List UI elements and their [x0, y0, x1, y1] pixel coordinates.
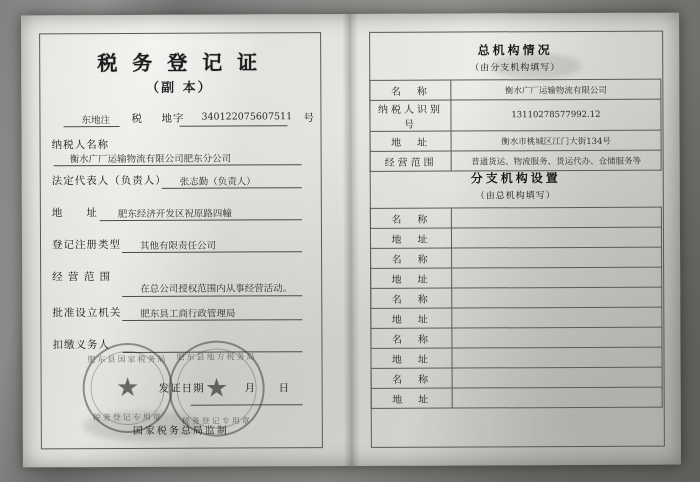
branch-key-name-2: 名 称 [371, 248, 452, 268]
branch-value-name-1 [451, 207, 661, 228]
issuing-authority-note: 国家税务总局监制 [132, 425, 229, 437]
label-address: 地 址 [51, 207, 98, 220]
branch-value-name-3 [452, 287, 662, 308]
branch-value-address-1 [451, 227, 661, 248]
head-value-taxpayer-id: 13110278577992.12 [451, 99, 661, 131]
seal-star-icon-1: ★ [115, 372, 140, 404]
branch-title-sub: （由总机构填写） [475, 191, 556, 202]
table-row [370, 99, 661, 131]
label-business-scope: 经 营 范 围 [52, 271, 112, 284]
field-row-taxpayer-name [51, 136, 310, 166]
tax-registration-certificate [21, 13, 681, 468]
branch-key-name-5: 名 称 [371, 368, 452, 388]
branch-value-name-2 [452, 247, 662, 268]
tax-char-1: 税 [131, 112, 143, 125]
label-issue-date: 发证日期 [158, 382, 205, 395]
branch-key-name-4: 名 称 [371, 328, 452, 348]
rule-5 [122, 251, 302, 253]
booklet-fold [342, 14, 360, 466]
branch-title-main: 分支机构设置 [470, 171, 561, 186]
table-row [371, 347, 662, 368]
page-subtitle: （副 本） [146, 80, 213, 96]
table-row [371, 307, 662, 328]
branch-key-address-3: 地 址 [371, 308, 452, 328]
value-business-scope: 在总公司授权范围内从事经营活动。 [140, 283, 293, 295]
branch-value-address-3 [452, 307, 662, 328]
value-approval-authority: 肥东县工商行政管理局 [140, 308, 236, 320]
scan-highlight-1 [141, 40, 251, 48]
tax-number-suffix: 号 [303, 112, 315, 125]
head-key-business-scope: 经营范围 [370, 151, 451, 171]
label-approval-authority: 批准设立机关 [52, 307, 122, 320]
rule-1a [64, 126, 120, 127]
head-office-title-sub: （由分支机构填写） [470, 63, 561, 74]
page-title: 税 务 登 记 证 [97, 50, 262, 76]
value-address: 肥东经济开发区祝原路四幢 [117, 208, 232, 221]
rule-6 [122, 295, 302, 297]
seal-star-icon-2: ★ [204, 373, 229, 404]
table-row [370, 227, 661, 248]
head-key-name: 名 称 [370, 80, 451, 100]
left-page [39, 32, 321, 447]
branch-key-address-1: 地 址 [370, 228, 451, 248]
head-value-name: 衡水广厂运输物流有限公司 [451, 79, 661, 100]
label-legal-rep: 法定代表人（负责人） [51, 174, 167, 188]
branch-value-address-2 [452, 267, 662, 288]
head-office-title-main: 总机构情况 [477, 43, 553, 58]
value-legal-rep: 张志勤（负责人） [179, 176, 256, 188]
head-key-taxpayer-id: 纳税人识别号 [370, 100, 451, 131]
tax-char-2: 地字 [161, 112, 185, 125]
branch-key-address-4: 地 址 [371, 348, 452, 368]
branch-value-address-4 [452, 347, 662, 368]
field-row-business-scope [52, 268, 310, 295]
tax-number-prefix: 东地注 [81, 115, 111, 127]
rule-4 [100, 219, 302, 221]
label-taxpayer-name: 纳税人名称 [51, 139, 110, 152]
head-value-address: 衡水市桃城区江门大街134号 [451, 130, 661, 151]
value-taxpayer-name: 衡水广厂运输物流有限公司肥东分公司 [69, 153, 232, 166]
branch-key-name-3: 名 称 [371, 288, 452, 308]
table-row [371, 367, 662, 388]
table-row [370, 130, 661, 151]
branch-value-address-5 [452, 387, 662, 408]
tax-number-value: 340122075607511 [201, 111, 293, 123]
issue-day: 日 [278, 382, 291, 395]
branch-value-name-4 [452, 327, 662, 348]
branch-value-name-5 [452, 367, 662, 388]
table-row [371, 287, 662, 308]
rule-2 [54, 164, 302, 166]
branch-key-address-2: 地 址 [371, 268, 452, 288]
table-row [371, 267, 662, 288]
branch-key-name-1: 名 称 [370, 208, 451, 228]
seal-bottom-text-2: 税务登记专用章 [181, 416, 252, 426]
table-row [371, 387, 662, 408]
table-row [370, 207, 661, 228]
table-row [370, 79, 661, 100]
head-key-address: 地 址 [370, 131, 451, 151]
table-row [371, 247, 662, 268]
right-page [369, 31, 663, 446]
seal-top-text-1: 肥东县国家税务局 [87, 354, 168, 365]
issue-month: 月 [244, 382, 257, 395]
seal-bottom-text-1: 税务登记专用章 [92, 412, 163, 423]
table-row [371, 327, 662, 348]
label-withholding-agent: 扣缴义务人 [52, 339, 110, 352]
branch-table [370, 207, 663, 409]
seal-top-text-2: 肥东县地方税务局 [176, 352, 257, 362]
branch-key-address-5: 地 址 [371, 388, 452, 408]
head-value-business-scope: 普通货运、物流服务、货运代办、仓储服务等 [451, 150, 661, 171]
rule-3 [162, 187, 302, 189]
rule-7 [122, 319, 302, 321]
branch-title [370, 169, 662, 202]
label-registration-type: 登记注册类型 [51, 239, 122, 252]
rule-1b [179, 125, 287, 126]
value-registration-type: 其他有限责任公司 [140, 240, 217, 252]
head-office-table [369, 79, 661, 172]
